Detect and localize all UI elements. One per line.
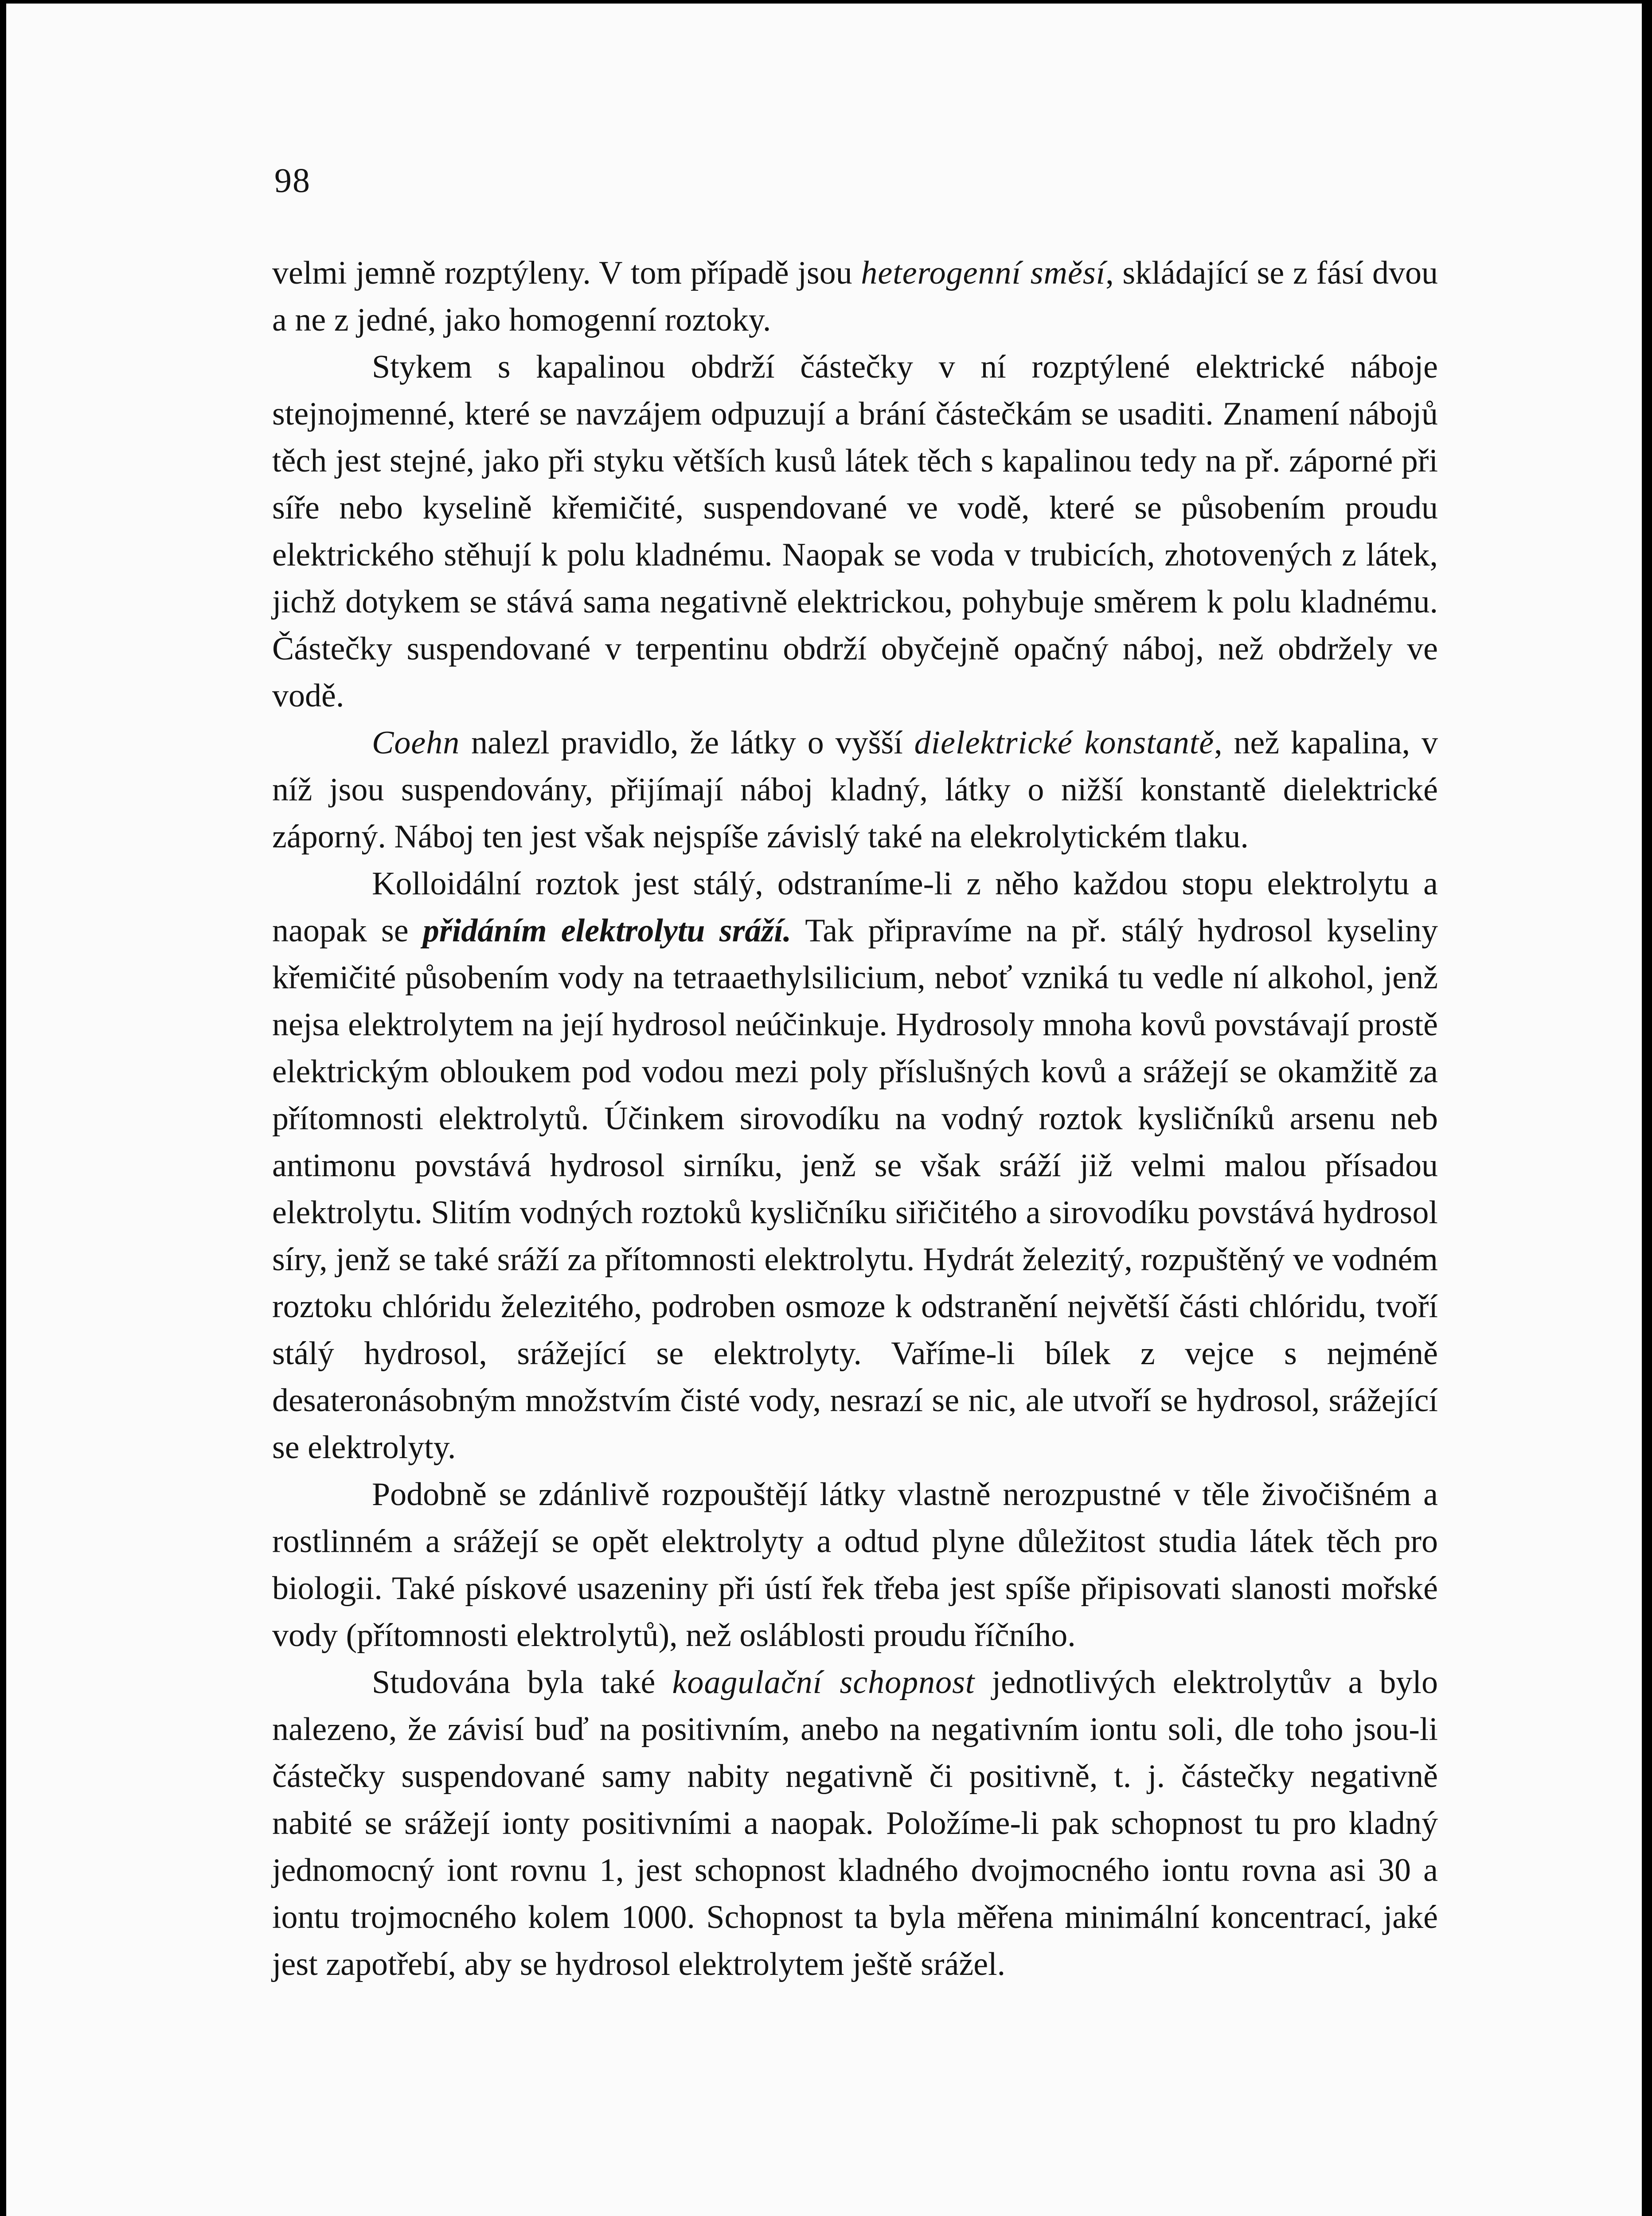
paragraph [272, 1471, 1438, 1659]
text-run: , skládající se z fásí dvou a ne z jedné, jako homogenní roztoky. [272, 255, 1438, 338]
text-run: jednotlivých elektrolytův a bylo nalezeno, že závisí buď na positivním, anebo na negativním iontu soli, dle toho jsou-li částečky suspendované samy nabity negativně či positivně, t. j. částečky negativně nabité se srážejí ionty positivními a naopak. Položíme-li pak schopnost tu pro kladný jednomocný iont rovnu 1, jest schopnost kladného dvojmocného iontu rovna asi 30 a iontu trojmocného kolem 1000. Schopnost ta byla měřena minimální koncentrací, jaké jest zapotřebí, aby se hydrosol elektrolytem ještě srážel. [272, 1664, 1438, 1982]
italic-phrase: koagulační schopnost [672, 1664, 975, 1701]
italic-phrase: Coehn [372, 725, 460, 761]
paragraph [272, 719, 1438, 860]
text-run: nalezl pravidlo, že látky o vyšší [460, 725, 914, 761]
paragraph [272, 250, 1438, 343]
text-run: Kolloidální roztok jest stálý, odstraníme-li z něho každou stopu elektrolytu a naopak se [272, 866, 1438, 949]
italic-phrase: heterogenní směsí [861, 255, 1106, 291]
book-page [6, 4, 1642, 2216]
paragraph [272, 860, 1438, 1471]
paragraph [272, 343, 1438, 719]
paragraph [272, 1659, 1438, 1988]
text-run: Stykem s kapalinou obdrží částečky v ní rozptýlené elektrické náboje stejnojmenné, které se navzájem odpuzují a brání částečkám se usaditi. Znamení nábojů těch jest stejné, jako při styku větších kusů látek těch s kapalinou tedy na př. záporné při síře nebo kyselině křemičité, suspendované ve vodě, které se působením proudu elektrického stěhují k polu kladnému. Naopak se voda v trubicích, zhotovených z látek, jichž dotykem se stává sama negativně elektrickou, pohybuje směrem k polu kladnému. Částečky suspendované v terpentinu obdrží obyčejně opačný náboj, než obdržely ve vodě. [272, 349, 1438, 714]
text-run: Studována byla také [372, 1664, 672, 1701]
text-run: Podobně se zdánlivě rozpouštějí látky vlastně nerozpustné v těle živočišném a rostlinném a srážejí se opět elektrolyty a odtud plyne důležitost studia látek těch pro biologii. Také pískové usazeniny při ústí řek třeba jest spíše připisovati slanosti mořské vody (přítomnosti elektrolytů), než osláblosti proudu říčního. [272, 1476, 1438, 1654]
text-run: , než kapalina, v níž jsou suspendovány, přijímají náboj kladný, látky o nižší konstantě dielektrické záporný. Náboj ten jest však nejspíše závislý také na elekrolytickém tlaku. [272, 725, 1438, 855]
text-run: velmi jemně rozptýleny. V tom případě jsou [272, 255, 861, 291]
italic-phrase: dielektrické konstantě [914, 725, 1215, 761]
page-number: 98 [274, 161, 311, 199]
text-run: Tak připravíme na př. stálý hydrosol kyseliny křemičité působením vody na tetraaethylsilicium, neboť vzniká tu vedle ní alkohol, jenž nejsa elektrolytem na její hydrosol neúčinkuje. Hydrosoly mnoha kovů povstávají prostě elektrickým obloukem pod vodou mezi poly příslušných kovů a srážejí se okamžitě za přítomnosti elektrolytů. Účinkem sirovodíku na vodný roztok kysličníků arsenu neb antimonu povstává hydrosol sirníku, jenž se však sráží již velmi malou přísadou elektrolytu. Slitím vodných roztoků kysličníku siřičitého a sirovodíku povstává hydrosol síry, jenž se také sráží za přítomnosti elektrolytu. Hydrát železitý, rozpuštěný ve vodném roztoku chlóridu železitého, podroben osmoze k odstranění největší části chlóridu, tvoří stálý hydrosol, srážející se elektrolyty. Vaříme-li bílek z vejce s nejméně desateronásobným množstvím čisté vody, nesrazí se nic, ale utvoří se hydrosol, srážející se elektrolyty. [272, 913, 1438, 1466]
emphasized-phrase: přidáním elektrolytu sráží. [422, 913, 792, 949]
body-text [272, 250, 1438, 1988]
